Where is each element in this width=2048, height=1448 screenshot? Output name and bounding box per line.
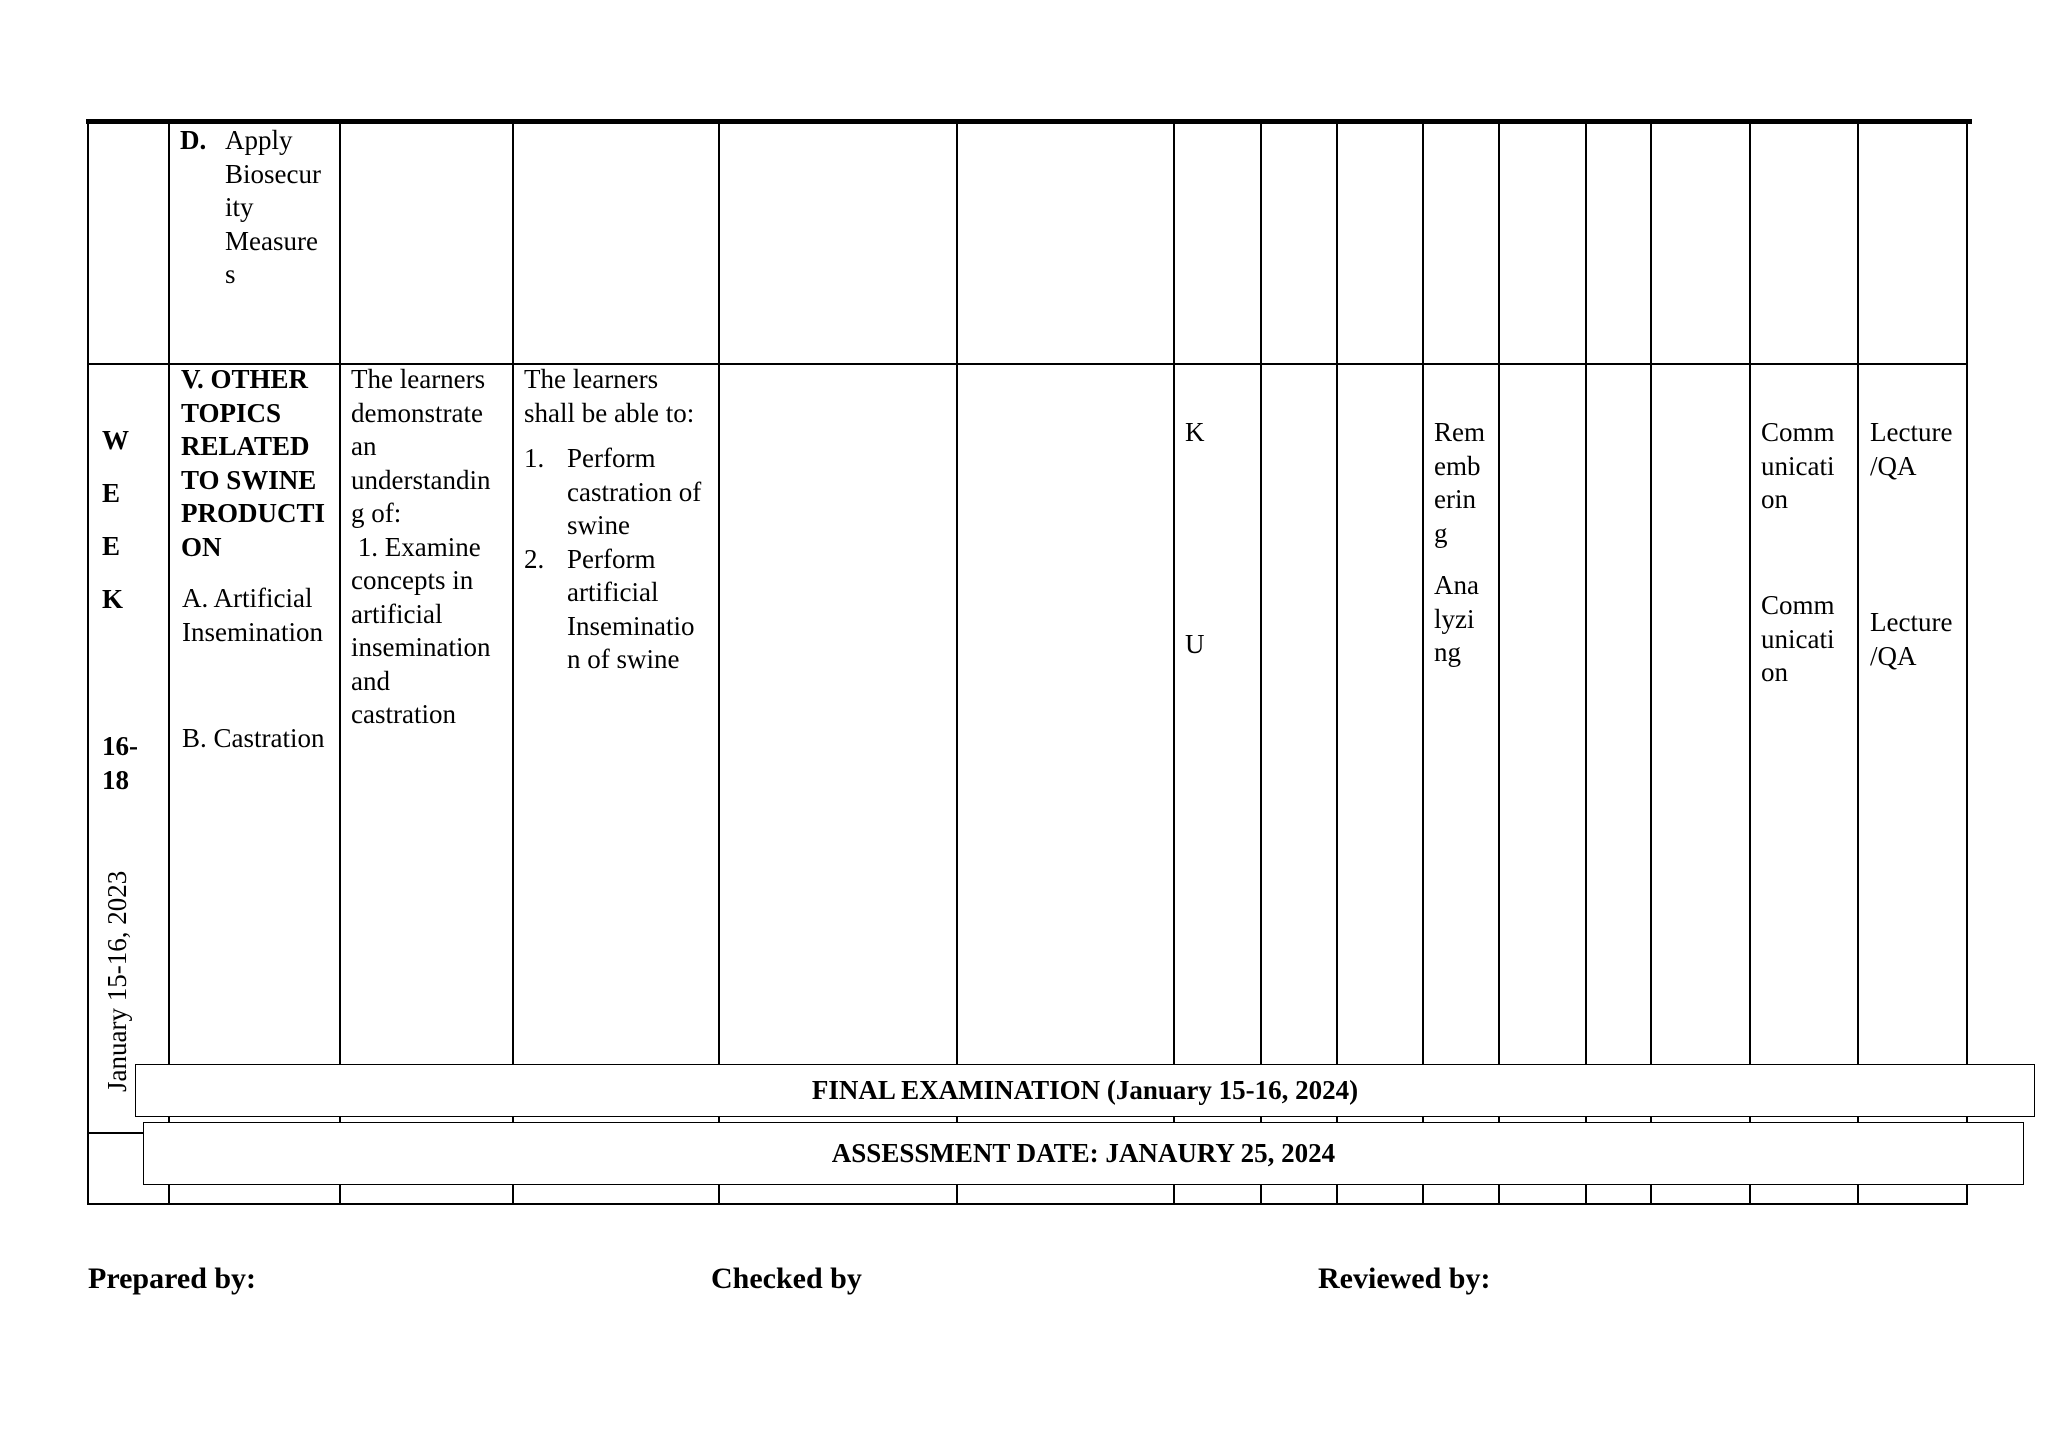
text-line: unicati bbox=[1761, 450, 1835, 481]
text-line: RELATED bbox=[181, 431, 310, 461]
col-line bbox=[1966, 121, 1968, 1203]
bloom-analyzing bbox=[1434, 569, 1479, 670]
ku-u: U bbox=[1185, 629, 1205, 659]
col-line bbox=[1857, 121, 1859, 1203]
text-line: Perform bbox=[567, 543, 656, 574]
list-item bbox=[524, 543, 701, 677]
col-line bbox=[512, 121, 514, 1203]
text-line: on bbox=[1761, 657, 1788, 687]
performance-standard bbox=[524, 363, 701, 677]
ku-k: K bbox=[1185, 417, 1205, 447]
text-line: PRODUCTI bbox=[181, 498, 326, 528]
table-top-border bbox=[86, 119, 1972, 124]
topic-artificial-insemination bbox=[182, 582, 323, 649]
reviewed-by-label: Reviewed by: bbox=[1318, 1262, 1491, 1295]
col-line bbox=[87, 121, 89, 1203]
topic-castration: B. Castration bbox=[182, 723, 325, 753]
col-line bbox=[1173, 121, 1175, 1203]
text-line: ng bbox=[1434, 637, 1461, 667]
text-line: lyzi bbox=[1434, 603, 1475, 634]
text-line: unicati bbox=[1761, 623, 1835, 654]
week-letter: W bbox=[102, 425, 129, 455]
week-letter: E bbox=[102, 478, 121, 508]
text-line: Lecture bbox=[1870, 417, 1953, 447]
text-line: A. Artificial bbox=[182, 583, 313, 613]
method-lecture-qa-2 bbox=[1870, 606, 1952, 673]
text-line: castration of bbox=[567, 476, 702, 507]
col-line bbox=[1585, 121, 1587, 1203]
col-line bbox=[718, 121, 720, 1203]
week-range bbox=[102, 730, 138, 797]
text-line: The learners bbox=[351, 364, 486, 394]
week-letter: E bbox=[102, 531, 121, 561]
text-line: Rem bbox=[1434, 417, 1485, 447]
text-line: V. OTHER bbox=[181, 364, 309, 394]
text-line: /QA bbox=[1870, 450, 1917, 481]
col-line bbox=[956, 121, 958, 1203]
text-line: artificial bbox=[567, 577, 659, 607]
text-line: Inseminatio bbox=[567, 610, 695, 641]
text-line: Insemination bbox=[182, 616, 323, 647]
col-line bbox=[1422, 121, 1424, 1203]
method-lecture-qa-1 bbox=[1870, 416, 1952, 483]
checked-by-label: Checked by bbox=[711, 1262, 862, 1295]
text-line: g bbox=[1434, 517, 1448, 548]
list-item bbox=[524, 442, 701, 543]
col-line bbox=[339, 121, 341, 1203]
assessment-date-banner: ASSESSMENT DATE: JANAURY 25, 2024 bbox=[143, 1122, 2024, 1185]
text-line: Comm bbox=[1761, 417, 1835, 447]
col-line bbox=[1650, 121, 1652, 1203]
list-number: 2. bbox=[524, 543, 545, 574]
content-standard bbox=[351, 363, 490, 732]
text-line: n of swine bbox=[567, 644, 680, 674]
final-examination-banner: FINAL EXAMINATION (January 15-16, 2024) bbox=[135, 1064, 2035, 1117]
text-line: TOPICS bbox=[181, 397, 282, 428]
col-line bbox=[1749, 121, 1751, 1203]
text-line: ity bbox=[225, 192, 254, 222]
text-line: Measure bbox=[225, 225, 318, 256]
text-line: /QA bbox=[1870, 640, 1917, 671]
text-line: swine bbox=[567, 510, 630, 540]
col-line bbox=[1260, 121, 1262, 1203]
col-line bbox=[168, 121, 170, 1203]
text-line: s bbox=[225, 259, 236, 289]
text-line: insemination bbox=[351, 632, 491, 662]
prepared-by-label: Prepared by: bbox=[88, 1262, 257, 1295]
text-line: g of: bbox=[351, 498, 402, 528]
text-line: The learners bbox=[524, 364, 659, 394]
text-line: Ana bbox=[1434, 570, 1479, 600]
text-line: 16- bbox=[102, 731, 138, 761]
text-line: erin bbox=[1434, 484, 1476, 514]
text-line: on bbox=[1761, 484, 1788, 514]
col-line bbox=[1498, 121, 1500, 1203]
text-line: ON bbox=[181, 531, 222, 562]
text-line: artificial bbox=[351, 598, 443, 629]
text-line: Apply bbox=[225, 125, 293, 155]
text-line: and bbox=[351, 665, 390, 696]
list-number: 1. bbox=[524, 443, 545, 473]
text-line: 18 bbox=[102, 764, 129, 795]
text-line: shall be able to: bbox=[524, 397, 695, 428]
topic-heading bbox=[181, 363, 325, 564]
skill-communication-2 bbox=[1761, 589, 1835, 690]
text-line: Comm bbox=[1761, 590, 1835, 620]
topic-letter-d: D. bbox=[180, 125, 207, 155]
text-line: understandin bbox=[351, 464, 491, 495]
row-line bbox=[87, 1132, 147, 1134]
week-label bbox=[102, 414, 129, 626]
performance-list bbox=[524, 442, 701, 677]
col-line bbox=[1336, 121, 1338, 1203]
text-line: concepts in bbox=[351, 565, 474, 595]
skill-communication-1 bbox=[1761, 416, 1835, 517]
text-line: TO SWINE bbox=[181, 464, 317, 495]
bloom-remembering bbox=[1434, 416, 1485, 550]
text-line: Lecture bbox=[1870, 607, 1953, 637]
text-line: an bbox=[351, 431, 377, 461]
text-line: Perform bbox=[567, 443, 656, 473]
table-bottom-border bbox=[87, 1203, 1968, 1205]
text-line: emb bbox=[1434, 450, 1481, 481]
rotated-date-text: January 15-16, 2023 bbox=[102, 870, 132, 1092]
week-letter: K bbox=[102, 584, 124, 614]
text-line: castration bbox=[351, 699, 456, 729]
text-line: Biosecur bbox=[225, 158, 321, 189]
topic-apply-biosecurity bbox=[225, 124, 321, 292]
text-line: 1. Examine bbox=[351, 531, 481, 562]
text-line: demonstrate bbox=[351, 397, 483, 428]
